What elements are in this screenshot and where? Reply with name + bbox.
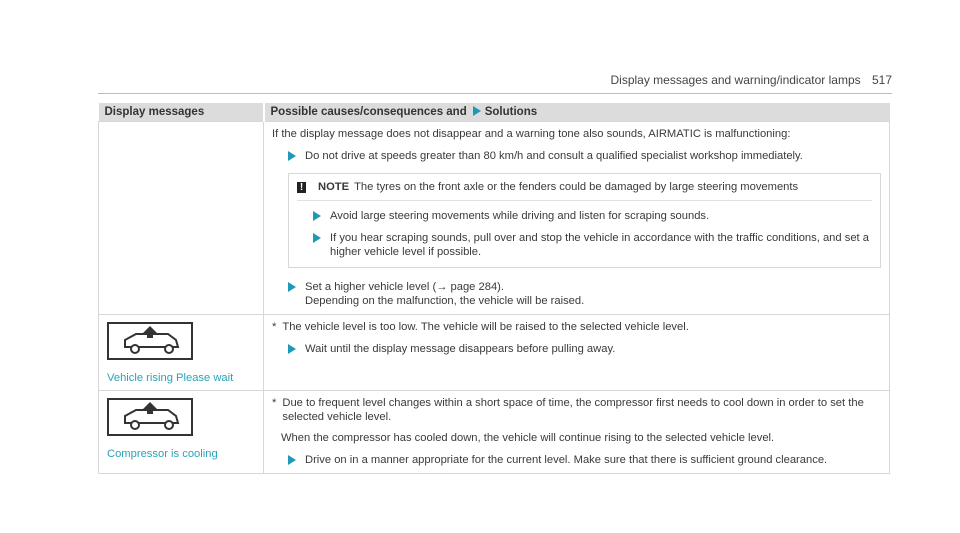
vehicle-level-raise-icon — [107, 398, 193, 436]
table-header-row — [99, 103, 890, 122]
page-number: 517 — [871, 73, 892, 87]
row1-step1-text: Do not drive at speeds greater than 80 km/h and consult a qualified specialist workshop immediately. — [305, 150, 803, 162]
note-step2-text: If you hear scraping sounds, pull over and stop the vehicle in accordance with the traffic conditions, and set a higher vehicle level if possible. — [330, 232, 869, 258]
row2-message-cell — [99, 315, 264, 391]
row3-message-cell — [99, 391, 264, 474]
row3-solution-cell — [264, 391, 890, 474]
col2-label-part1: Possible causes/consequences and — [270, 106, 467, 118]
row2-text — [272, 320, 881, 334]
row3-star: * — [272, 397, 277, 409]
row2-step — [288, 342, 881, 356]
row2-star: * — [272, 321, 277, 333]
table-row — [99, 391, 890, 474]
row1-step2-body — [305, 280, 584, 308]
row1-step1 — [288, 149, 881, 163]
row3-text — [272, 396, 881, 424]
row3-message-label: Compressor is cooling — [107, 448, 218, 460]
step-arrow-icon — [288, 282, 296, 292]
header-rule — [98, 93, 892, 94]
note-step2 — [313, 231, 872, 259]
note-text: The tyres on the front axle or the fenders could be damaged by large steering movements — [354, 181, 799, 193]
note-title: NOTE — [318, 181, 350, 193]
warning-icon: ! — [297, 182, 306, 193]
step-arrow-icon — [313, 211, 321, 221]
step-arrow-icon — [313, 233, 321, 243]
display-messages-table — [98, 103, 890, 474]
page-header — [611, 73, 893, 87]
table-row — [99, 122, 890, 315]
row3-text2: When the compressor has cooled down, the vehicle will continue rising to the selected vehicle level. — [281, 432, 775, 444]
row2-text-body: The vehicle level is too low. The vehicle will be raised to the selected vehicle level. — [282, 321, 689, 333]
note-step1 — [313, 209, 872, 223]
vehicle-level-raise-icon — [107, 322, 193, 360]
row3-step-text: Drive on in a manner appropriate for the current level. Make sure that there is sufficient ground clearance. — [305, 454, 828, 466]
row1-step2-line1: Set a higher vehicle level (→ page 284). — [305, 281, 505, 293]
row1-step2-line2: Depending on the malfunction, the vehicle will be raised. — [305, 295, 585, 307]
header-title: Display messages and warning/indicator lamps — [610, 73, 861, 87]
step-arrow-icon — [288, 151, 296, 161]
note-step1-text: Avoid large steering movements while driving and listen for scraping sounds. — [330, 210, 710, 222]
step-arrow-icon — [288, 455, 296, 465]
row1-intro: If the display message does not disappear and a warning tone also sounds, AIRMATIC is malfunctioning: — [272, 128, 791, 140]
note-box — [288, 173, 881, 268]
col-display-messages: Display messages — [99, 103, 264, 122]
step-arrow-icon — [288, 344, 296, 354]
row1-step2 — [288, 280, 881, 308]
row3-step — [288, 453, 881, 467]
row3-text-body: Due to frequent level changes within a short space of time, the compressor first needs to cool down in order to set the selected vehicle level. — [282, 397, 864, 423]
solution-arrow-icon — [473, 106, 481, 116]
row2-message-label: Vehicle rising Please wait — [107, 372, 234, 384]
table-row — [99, 315, 890, 391]
row2-step-text: Wait until the display message disappears before pulling away. — [305, 343, 616, 355]
row1-solution-cell — [264, 122, 890, 315]
col2-label-part2: Solutions — [484, 106, 538, 118]
note-header — [297, 180, 872, 201]
row2-solution-cell — [264, 315, 890, 391]
row1-message-cell — [99, 122, 264, 315]
col-causes-solutions — [264, 103, 890, 122]
